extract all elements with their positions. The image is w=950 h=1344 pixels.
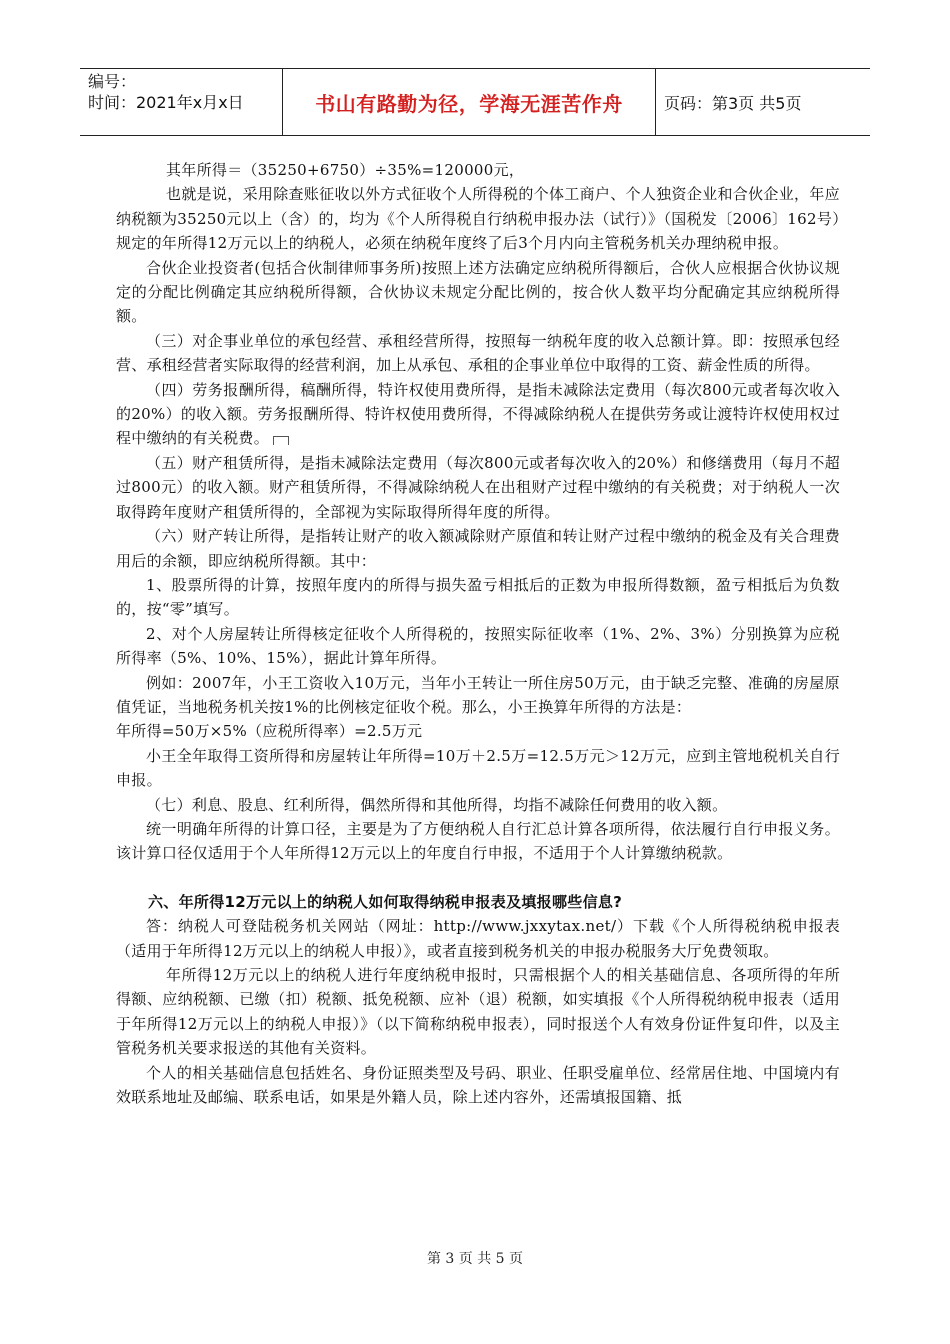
document-number: 编号： [88,72,137,91]
header-table [80,68,870,136]
paragraph: 年所得=50万×5%（应税所得率）=2.5万元 [116,722,423,741]
header-page-cell [656,69,870,135]
paragraph: 小王全年取得工资所得和房屋转让年所得=10万＋2.5万=12.5万元＞12万元，应到主管地税机关自行申报。 [116,746,840,790]
header-page-number: 页码：第3页 共5页 [664,93,802,113]
paragraph [116,378,840,451]
paragraph-text: （四）劳务报酬所得，稿酬所得，特许权使用费所得，是指未减除法定费用（每次800元或者每次收入的20%）的收入额。劳务报酬所得、特许权使用费所得，不得减除纳税人在提供劳务或让渡特许权使用权过程中缴纳的有关税费。 [116,380,840,448]
paragraph: 2、对个人房屋转让所得核定征收个人所得税的，按照实际征收率（1%、2%、3%）分别换算为应税所得率（5%、10%、15%），据此计算年所得。 [116,624,840,668]
paragraph: 统一明确年所得的计算口径，主要是为了方便纳税人自行汇总计算各项所得，依法履行自行申报义务。该计算口径仅适用于个人年所得12万元以上的年度自行申报，不适用于个人计算缴纳税款。 [116,819,840,863]
header-meta-cell [80,69,283,135]
paragraph: 合伙企业投资者(包括合伙制律师事务所)按照上述方法确定应纳税所得额后，合伙人应根据合伙协议规定的分配比例确定其应纳税所得额，合伙协议未规定分配比例的，按合伙人数平均分配确定其应纳税所得额。 [116,258,840,326]
document-body [116,158,840,1109]
comment-marker-icon [273,436,289,445]
paragraph: 也就是说，采用除查账征收以外方式征收个人所得税的个体工商户、个人独资企业和合伙企业，年应纳税额为35250元以上（含）的，均为《个人所得税自行纳税申报办法（试行）》（国税发〔2006〕162号）规定的年所得12万元以上的纳税人，必须在纳税年度终了后3个月内向主管税务机关办理纳税申报。 [116,185,840,253]
paragraph: 1、股票所得的计算，按照年度内的所得与损失盈亏相抵后的正数为申报所得数额，盈亏相抵后为负数的，按“零”填写。 [116,575,840,619]
section-heading: 六、年所得12万元以上的纳税人如何取得纳税申报表及填报哪些信息? [148,892,623,911]
paragraph: （五）财产租赁所得，是指未减除法定费用（每次800元或者每次收入的20%）和修缮费用（每月不超过800元）的收入额。财产租赁所得，不得减除纳税人在出租财产过程中缴纳的有关税费；对于纳税人一次取得跨年度财产租赁所得的，全部视为实际取得所得年度的所得。 [116,453,840,521]
paragraph: （七）利息、股息、红利所得，偶然所得和其他所得，均指不减除任何费用的收入额。 [146,795,728,814]
header-motto-cell [283,69,656,135]
paragraph: （六）财产转让所得，是指转让财产的收入额减除财产原值和转让财产过程中缴纳的税金及有关合理费用后的余额，即应纳税所得额。其中： [116,527,840,570]
page-footer: 第 3 页 共 5 页 [426,1251,524,1267]
paragraph: 答：纳税人可登陆税务机关网站（网址：http://www.jxxytax.net/）下载《个人所得税纳税申报表（适用于年所得12万元以上的纳税人申报）》，或者直接到税务机关的申报办税服务大厅免费领取。 [116,917,840,960]
paragraph: 例如：2007年，小王工资收入10万元，当年小王转让一所住房50万元，由于缺乏完整、准确的房屋原值凭证，当地税务机关按1%的比例核定征收个税。那么，小王换算年所得的方法是： [116,673,840,716]
paragraph: （三）对企事业单位的承包经营、承租经营所得，按照每一纳税年度的收入总额计算。即：按照承包经营、承租经营者实际取得的经营利润，加上从承包、承租的企事业单位中取得的工资、薪金性质的所得。 [116,331,840,375]
paragraph: 个人的相关基础信息包括姓名、身份证照类型及号码、职业、任职受雇单位、经常居住地、中国境内有效联系地址及邮编、联系电话，如果是外籍人员，除上述内容外，还需填报国籍、抵 [116,1063,840,1107]
paragraph: 年所得12万元以上的纳税人进行年度纳税申报时，只需根据个人的相关基础信息、各项所得的年所得额、应纳税额、已缴（扣）税额、抵免税额、应补（退）税额，如实填报《个人所得税纳税申报表（适用于年所得12万元以上的纳税人申报）》（以下简称纳税申报表），同时报送个人有效身份证件复印件，以及主管税务机关要求报送的其他有关资料。 [116,966,840,1058]
paragraph: 其年所得＝（35250+6750）÷35%=120000元， [166,161,525,179]
document-date: 时间：2021年x月x日 [88,93,244,112]
header-motto: 书山有路勤为径，学海无涯苦作舟 [315,91,623,116]
